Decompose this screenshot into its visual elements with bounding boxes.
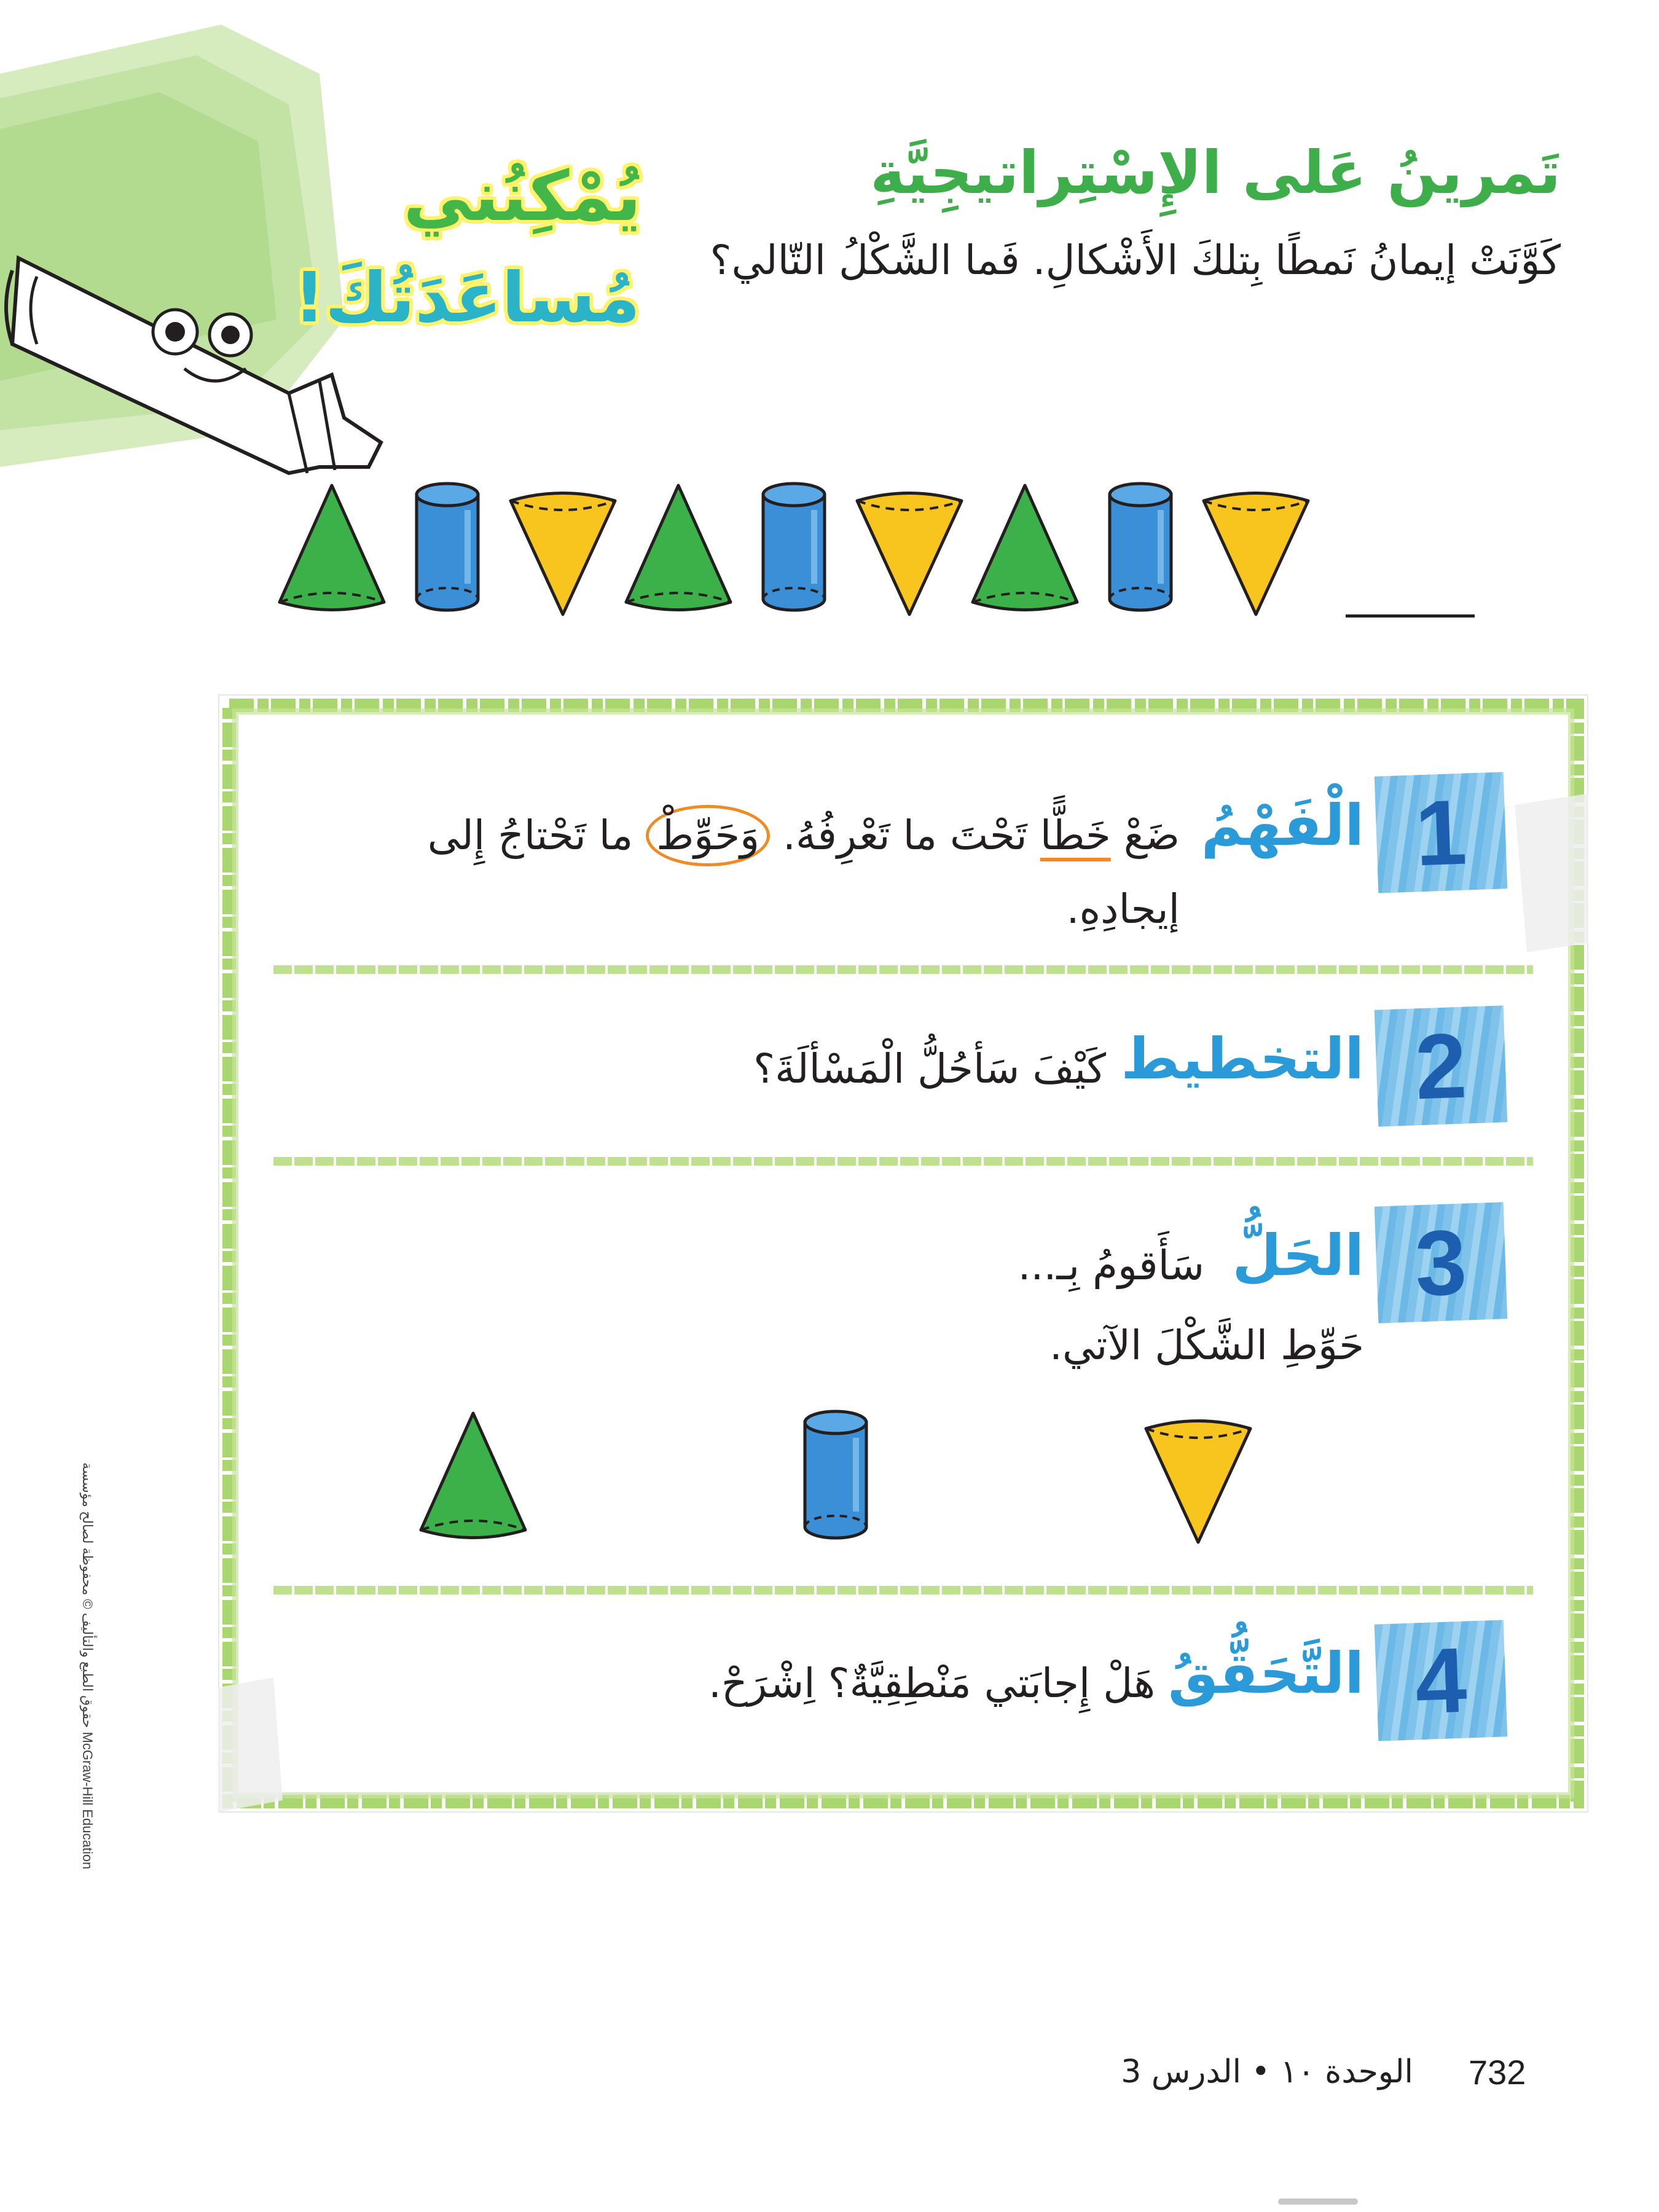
step-1-text bbox=[344, 799, 1180, 946]
option-3-inverted-cone-icon bbox=[1146, 1421, 1250, 1543]
step-1-underlined-word: خَطًّا bbox=[1040, 812, 1111, 859]
step-4-text: هَلْ إِجابَتي مَنْطِقِيَّةٌ؟ اِشْرَحْ. bbox=[708, 1660, 1155, 1707]
pattern-question: كَوَّنَتْ إيمانُ نَمطًا بِتلكَ الأَشْكالِ. فَما الشَّكْلُ التّالي؟ bbox=[710, 237, 1561, 284]
step-3-shape-options bbox=[406, 1401, 1278, 1555]
step-1-circled-word: وَحَوِّطْ bbox=[646, 805, 770, 866]
pattern-8-cylinder-icon bbox=[1110, 484, 1171, 610]
step-1-text-before: ضَعْ bbox=[1123, 812, 1180, 859]
pattern-2-cylinder-icon bbox=[417, 484, 478, 610]
pattern-5-cylinder-icon bbox=[763, 484, 825, 610]
pattern-4-cone-icon bbox=[626, 485, 731, 610]
pattern-6-inverted-cone-icon bbox=[857, 493, 962, 615]
step-1-number: 1 bbox=[1375, 772, 1508, 893]
step-2-text: كَيْفَ سَأحُلُّ الْمَسْألَةَ؟ bbox=[753, 1045, 1106, 1092]
pattern-3-inverted-cone-icon bbox=[511, 493, 615, 615]
pattern-7-cone-icon bbox=[973, 485, 1077, 610]
step-1-text-middle: تَحْتَ ما تَعْرِفُهُ. bbox=[783, 812, 1027, 859]
mascot-text-line2: مُساعَدَتُكَ! bbox=[294, 258, 640, 338]
page-number: 732 bbox=[1469, 2053, 1526, 2092]
option-1-cone-icon bbox=[421, 1413, 525, 1538]
pattern-sequence bbox=[270, 479, 1327, 627]
page-title: تَمرينُ عَلى الإِسْتِراتيجِيَّةِ bbox=[870, 138, 1561, 207]
step-2-label: التخطيط bbox=[1121, 1026, 1364, 1092]
home-indicator bbox=[1278, 2198, 1358, 2205]
mascot-text-line1: يُمْكِنُني bbox=[403, 157, 641, 237]
step-3-label: الحَلُّ bbox=[1232, 1223, 1364, 1288]
option-2-cylinder-icon bbox=[805, 1411, 866, 1538]
step-4-number: 4 bbox=[1375, 1620, 1508, 1741]
step-1-text-after: ما تَحْتاجُ إِلى إيجادِهِ. bbox=[427, 812, 1180, 933]
copyright-credit: McGraw-Hill Education حقوق الطبع والتأليف © محفوظة لصالح مؤسسة bbox=[80, 1462, 95, 1870]
step-4-label: التَّحَقُّقُ bbox=[1167, 1641, 1364, 1706]
step-3-number: 3 bbox=[1375, 1202, 1508, 1323]
step-1-label: الْفَهْمُ bbox=[1201, 793, 1364, 858]
step-2-number: 2 bbox=[1375, 1005, 1508, 1126]
step-3-text: سَأَقومُ بِـ... bbox=[1018, 1242, 1204, 1289]
pattern-9-inverted-cone-icon bbox=[1204, 493, 1308, 615]
step-3-subtext: حَوِّطِ الشَّكْلَ الآتي. bbox=[1049, 1322, 1364, 1369]
answer-blank[interactable] bbox=[1346, 614, 1475, 618]
lesson-label: الوحدة ١٠ • الدرس 3 bbox=[1121, 2053, 1413, 2090]
pattern-1-cone-icon bbox=[280, 485, 384, 610]
